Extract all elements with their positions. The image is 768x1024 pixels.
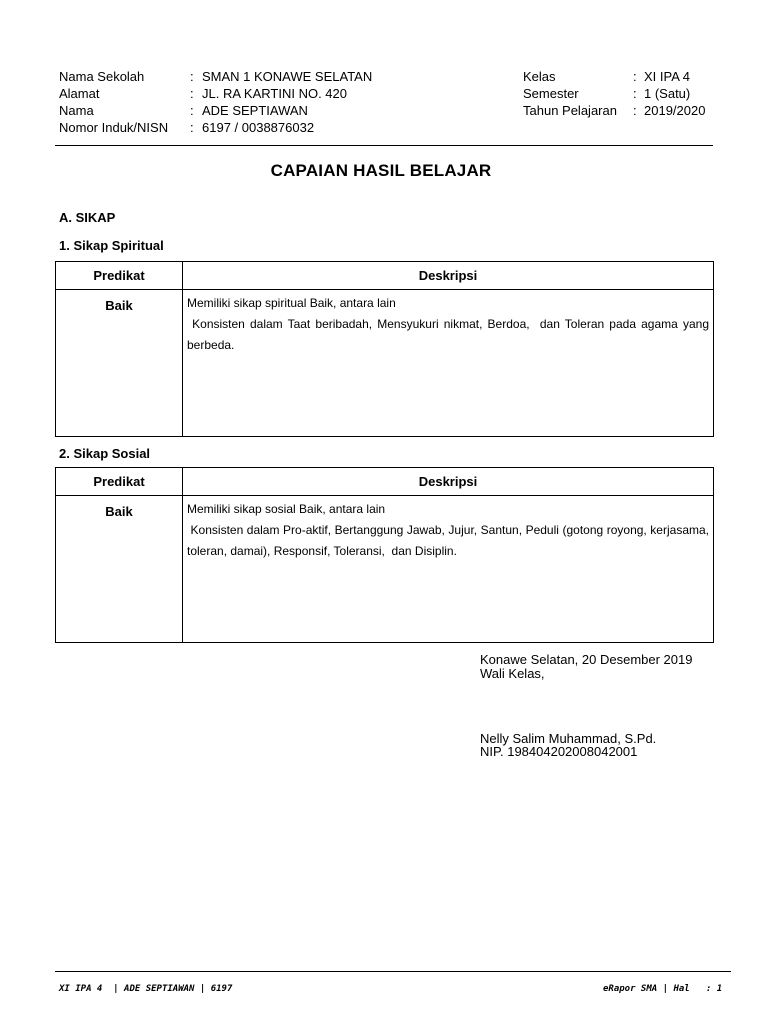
info-row-year — [523, 102, 705, 119]
info-label: Semester — [523, 86, 579, 101]
info-value: 2019/2020 — [644, 103, 706, 118]
header-divider — [55, 145, 713, 146]
info-row-school — [59, 68, 372, 85]
footer-divider — [55, 971, 731, 972]
info-separator: : — [190, 86, 194, 101]
subsection-heading-sosial: 2. Sikap Sosial — [59, 446, 151, 461]
column-header-predikat: Predikat — [56, 468, 183, 496]
info-separator: : — [190, 120, 194, 135]
info-row-name — [59, 102, 372, 119]
student-info-right — [523, 68, 705, 119]
info-value: SMAN 1 KONAWE SELATAN — [202, 69, 373, 84]
info-separator: : — [633, 86, 637, 101]
column-header-deskripsi: Deskripsi — [183, 262, 714, 290]
info-row-nisn — [59, 119, 372, 136]
info-separator: : — [633, 103, 637, 118]
info-value: JL. RA KARTINI NO. 420 — [202, 86, 347, 101]
column-header-predikat: Predikat — [56, 262, 183, 290]
info-separator: : — [190, 103, 194, 118]
section-heading-sikap: A. SIKAP — [59, 210, 116, 225]
deskripsi-detail: Konsisten dalam Taat beribadah, Mensyukuri nikmat, Berdoa, dan Toleran pada agama yang berbeda. — [187, 317, 709, 352]
footer-student-info: XI IPA 4 | ADE SEPTIAWAN | 6197 — [59, 984, 233, 994]
table-header-row — [56, 468, 714, 496]
info-row-semester — [523, 85, 705, 102]
predikat-cell: Baik — [56, 496, 183, 643]
deskripsi-intro: Memiliki sikap sosial Baik, antara lain — [187, 502, 386, 516]
student-info-left — [59, 68, 372, 136]
table-row — [56, 290, 714, 437]
info-label: Nama Sekolah — [59, 69, 145, 84]
info-label: Tahun Pelajaran — [523, 103, 617, 118]
signature-nip: NIP. 198404202008042001 — [480, 744, 638, 759]
info-label: Nama — [59, 103, 94, 118]
info-value: ADE SEPTIAWAN — [202, 103, 308, 118]
footer-page-info: eRapor SMA | Hal : 1 — [603, 984, 723, 994]
subsection-heading-spiritual: 1. Sikap Spiritual — [59, 238, 164, 253]
info-value: XI IPA 4 — [644, 69, 691, 84]
predikat-cell: Baik — [56, 290, 183, 437]
info-label: Kelas — [523, 69, 556, 84]
deskripsi-cell — [183, 290, 714, 437]
info-value: 6197 / 0038876032 — [202, 120, 315, 135]
info-row-address — [59, 85, 372, 102]
deskripsi-cell — [183, 496, 714, 643]
sosial-table — [55, 467, 714, 643]
column-header-deskripsi: Deskripsi — [183, 468, 714, 496]
info-separator: : — [190, 69, 194, 84]
info-value: 1 (Satu) — [644, 86, 691, 101]
info-separator: : — [633, 69, 637, 84]
page-title: CAPAIAN HASIL BELAJAR — [270, 161, 492, 180]
deskripsi-detail: Konsisten dalam Pro-aktif, Bertanggung Jawab, Jujur, Santun, Peduli (gotong royong, kerjasama, toleran, damai), Responsif, Toleransi, dan Disiplin. — [187, 523, 709, 558]
table-header-row — [56, 262, 714, 290]
table-row — [56, 496, 714, 643]
info-row-class — [523, 68, 705, 85]
deskripsi-intro: Memiliki sikap spiritual Baik, antara lain — [187, 296, 396, 310]
info-label: Nomor Induk/NISN — [59, 120, 169, 135]
signature-role: Wali Kelas, — [480, 666, 545, 681]
signature-place-date: Konawe Selatan, 20 Desember 2019 — [480, 652, 693, 667]
spiritual-table — [55, 261, 714, 437]
signature-name: Nelly Salim Muhammad, S.Pd. — [480, 731, 657, 746]
info-label: Alamat — [59, 86, 100, 101]
